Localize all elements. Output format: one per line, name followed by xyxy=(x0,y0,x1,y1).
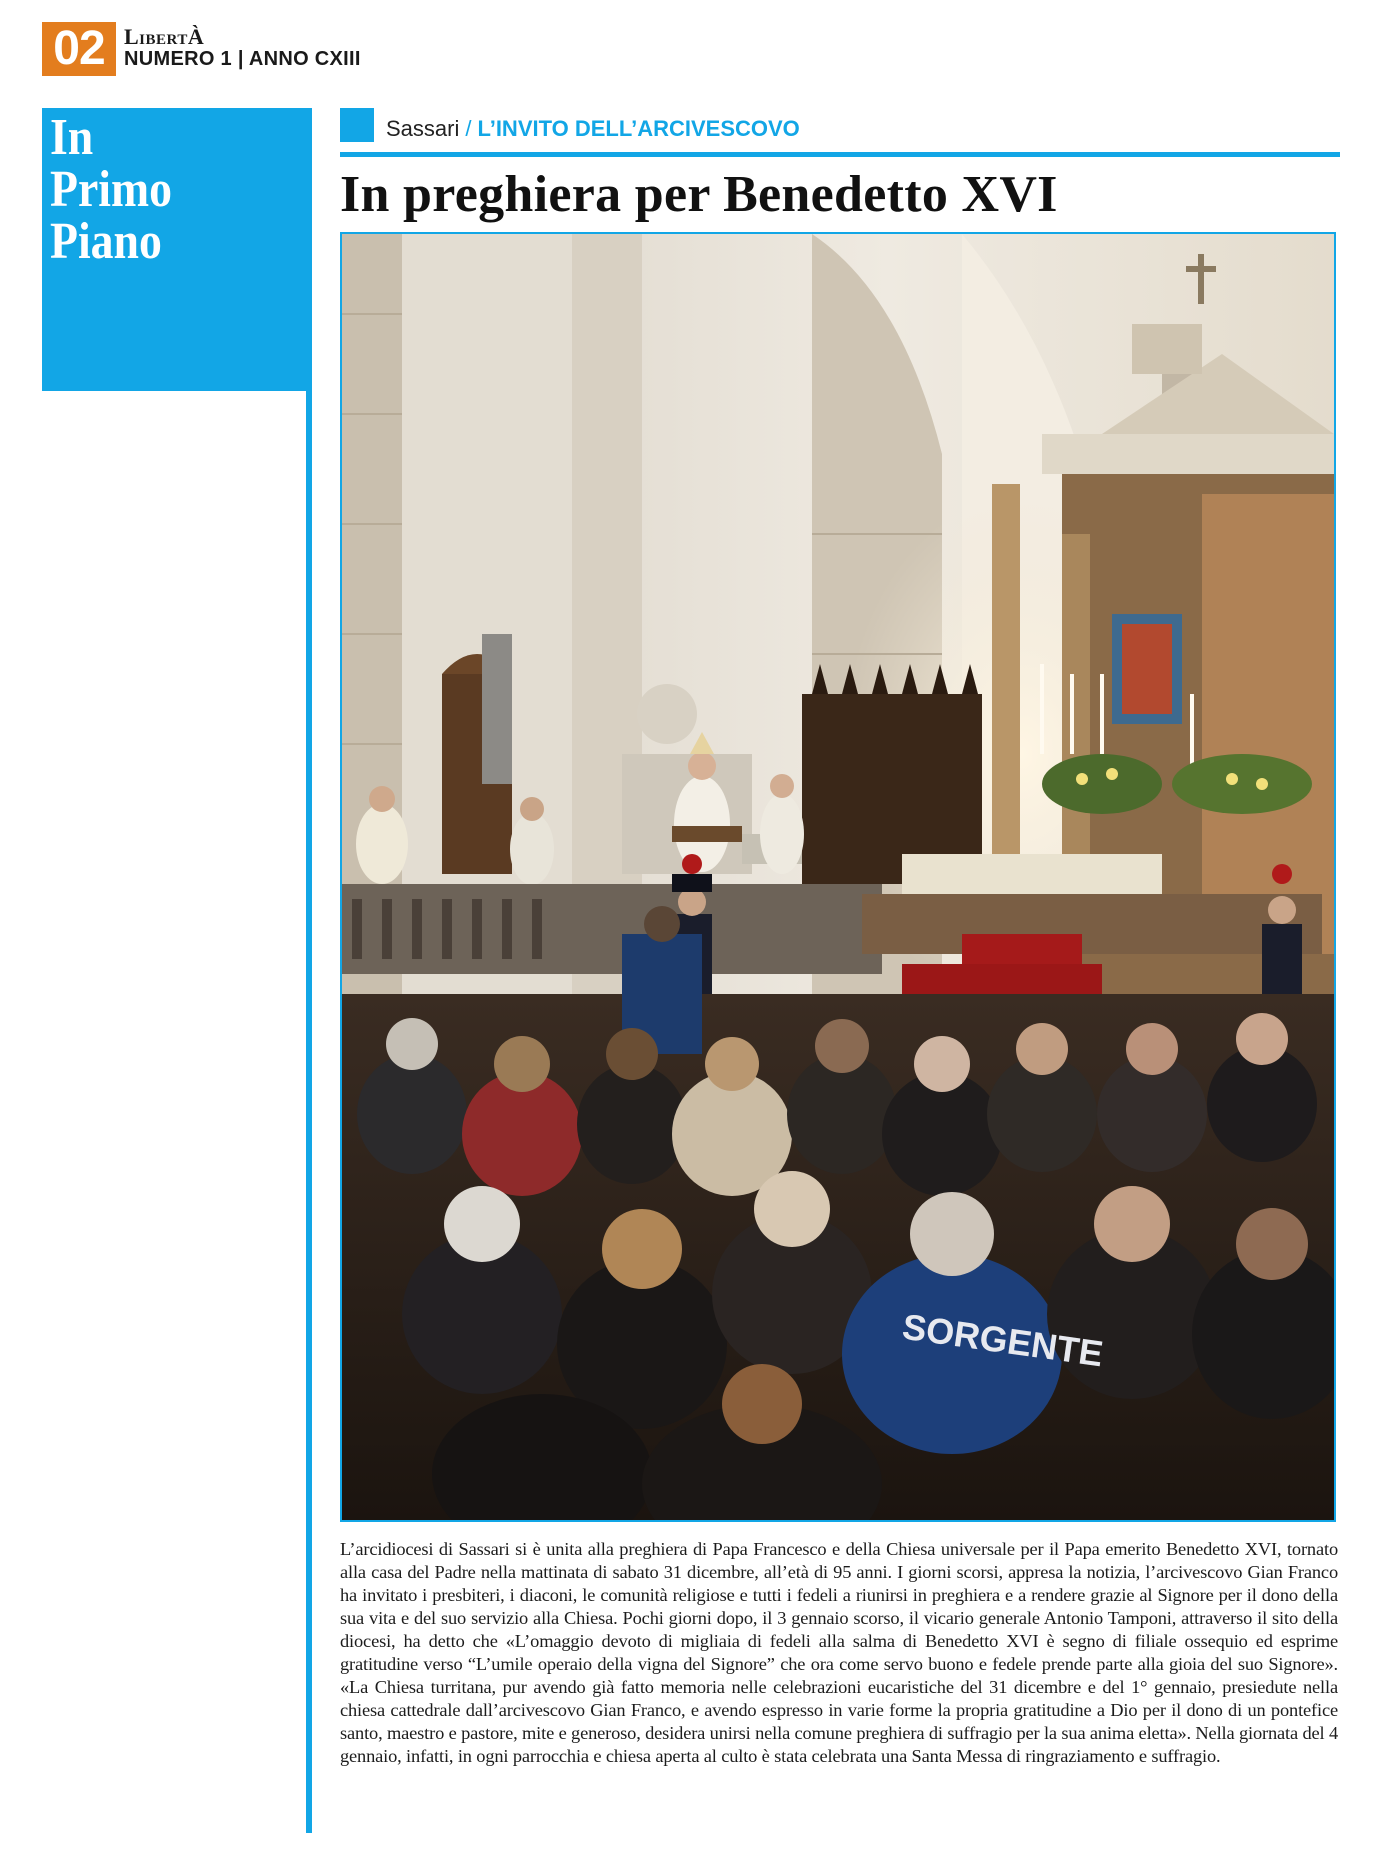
section-title: In Primo Piano xyxy=(50,109,172,270)
cathedral-mass-photo xyxy=(342,234,1334,1520)
kicker-city: Sassari xyxy=(386,116,460,141)
issue-info: NUMERO 1 | ANNO CXIII xyxy=(124,48,361,70)
article-headline: In preghiera per Benedetto XVI xyxy=(340,166,1058,223)
headline-rule xyxy=(340,152,1340,157)
page-number: 02 xyxy=(42,22,116,76)
kicker-square-marker xyxy=(340,108,374,142)
kicker-topic: L’INVITO DELL’ARCIVESCOVO xyxy=(477,116,800,141)
article-body: L’arcidiocesi di Sassari si è unita alla preghiera di Papa Francesco e della Chiesa universale per il Papa emerito Benedetto XVI, tornato alla casa del Padre nella mattinata di sabato 31 dicembre, all’età di 95 anni. I giorni scorsi, appresa la notizia, l’arcivescovo Gian Franco ha invitato i presbiteri, i diaconi, le comunità religiose e tutti i fedeli a riunirsi in preghiera e a rendere grazie al Signore per il dono della sua vita e del suo servizio alla Chiesa. Pochi giorni dopo, il 3 gennaio scorso, il vicario generale Antonio Tamponi, attraverso il sito della diocesi, ha detto che «L’omaggio devoto di migliaia di fedeli alla salma di Benedetto XVI è segno di filiale ossequio ed esprime gratitudine verso “L’umile operaio della vigna del Signore” che ora come servo buono e fedele prende parte alla gioia del suo Signore». «La Chiesa turritana, pur avendo già fatto memoria nelle celebrazioni eucaristiche del 31 dicembre e del 1° gennaio, presiedute nella chiesa cattedrale dall’arcivescovo Gian Franco, e avendo espresso in varie forme la propria gratitudine a Dio per il dono di un pontefice santo, maestro e pastore, mite e generoso, desidera unirsi nella comune preghiera di suffragio per la sua anima eletta». Nella giornata del 4 gennaio, infatti, in ogni parrocchia e chiesa aperta al culto è stata celebrata una Santa Messa di ringraziamento e suffragio. xyxy=(340,1539,1338,1766)
article-kicker xyxy=(386,116,800,142)
section-side-rule xyxy=(306,108,312,1833)
kicker-separator: / xyxy=(465,116,472,141)
photo-sweatshirt-text: SORGENTE xyxy=(899,1305,1106,1375)
newspaper-name: LibertÀ xyxy=(124,24,205,49)
section-label-block xyxy=(42,108,312,391)
article-photo xyxy=(340,232,1336,1522)
